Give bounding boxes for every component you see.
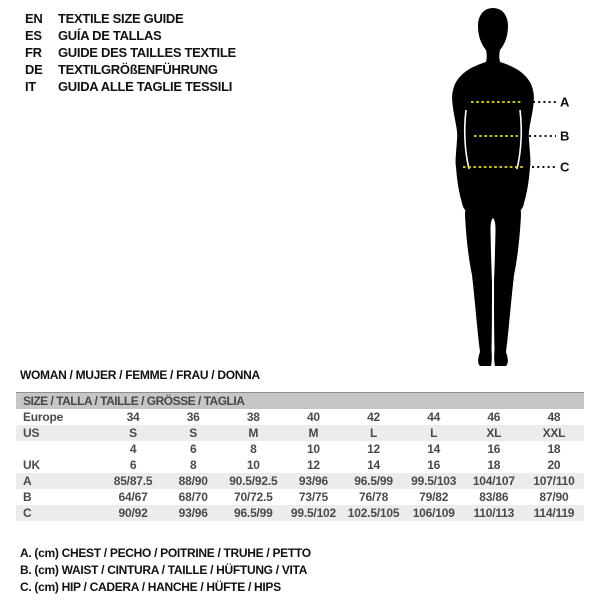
row-label: B xyxy=(23,490,32,504)
size-cell: 102.5/105 xyxy=(347,506,400,520)
size-cell: 107/110 xyxy=(533,474,575,488)
row-label: UK xyxy=(23,458,40,472)
size-cell: 36 xyxy=(186,410,200,424)
measurement-notes xyxy=(20,545,311,596)
size-cell: 83/86 xyxy=(479,490,509,504)
size-cell: XXL xyxy=(542,426,566,440)
row-label: C xyxy=(23,506,32,520)
language-label: TEXTILGRÖßENFÜHRUNG xyxy=(58,62,218,77)
language-row-fr xyxy=(25,44,236,61)
size-cell: L xyxy=(430,426,438,440)
size-cell: 6 xyxy=(129,458,137,472)
table-row-b xyxy=(16,489,584,505)
row-label: A xyxy=(23,474,32,488)
row-label xyxy=(16,441,103,457)
marker-a-label: A xyxy=(560,94,570,110)
size-cell: 48 xyxy=(547,410,561,424)
size-cell: 34 xyxy=(126,410,140,424)
language-label: TEXTILE SIZE GUIDE xyxy=(58,11,184,26)
language-code: ES xyxy=(25,28,42,43)
note-chest: A. (cm) CHEST / PECHO / POITRINE / TRUHE / PETTO xyxy=(20,546,311,560)
size-cell: 18 xyxy=(487,458,501,472)
size-cell: XL xyxy=(486,426,502,440)
size-table-body xyxy=(16,409,584,521)
size-cell: 96.5/99 xyxy=(354,474,393,488)
size-cell: 16 xyxy=(427,458,441,472)
language-row-en xyxy=(25,10,236,27)
woman-silhouette xyxy=(452,8,534,366)
language-row-de xyxy=(25,61,236,78)
size-cell: 40 xyxy=(306,410,320,424)
size-cell: 12 xyxy=(367,442,381,456)
size-cell: L xyxy=(369,426,378,440)
size-cell: S xyxy=(129,426,137,440)
size-cell: 18 xyxy=(547,442,561,456)
woman-silhouette-figure xyxy=(445,6,580,371)
size-cell: 38 xyxy=(246,410,260,424)
size-cell: 12 xyxy=(306,458,320,472)
size-cell: 114/119 xyxy=(533,506,575,520)
section-title: WOMAN / MUJER / FEMME / FRAU / DONNA xyxy=(20,368,260,382)
table-row-us xyxy=(16,425,584,441)
size-cell: 14 xyxy=(367,458,381,472)
size-cell: 6 xyxy=(189,442,197,456)
size-cell: 64/67 xyxy=(118,490,148,504)
size-cell: 99.5/103 xyxy=(411,474,457,488)
language-code: IT xyxy=(25,79,36,94)
size-cell: S xyxy=(189,426,198,440)
size-cell: 90.5/92.5 xyxy=(229,474,278,488)
marker-b-label: B xyxy=(560,128,570,144)
marker-c-label: C xyxy=(560,159,570,175)
size-cell: 42 xyxy=(367,410,381,424)
table-row-a xyxy=(16,473,584,489)
table-row-europe xyxy=(16,409,584,425)
size-cell: 14 xyxy=(427,442,441,456)
size-cell: 110/113 xyxy=(473,506,515,520)
language-label: GUIDE DES TAILLES TEXTILE xyxy=(58,45,236,60)
language-row-es xyxy=(25,27,236,44)
size-cell: 87/90 xyxy=(539,490,569,504)
language-code: DE xyxy=(25,62,43,77)
language-title-list xyxy=(25,10,236,95)
language-label: GUIDA ALLE TAGLIE TESSILI xyxy=(58,79,233,94)
size-cell: 93/96 xyxy=(298,474,328,488)
row-label: Europe xyxy=(23,410,64,424)
language-label: GUÍA DE TALLAS xyxy=(58,28,162,43)
table-row-uk xyxy=(16,457,584,473)
size-cell: 85/87.5 xyxy=(113,474,153,488)
size-cell: 104/107 xyxy=(472,474,515,488)
size-cell: 20 xyxy=(547,458,561,472)
size-cell: 88/90 xyxy=(178,474,208,488)
note-hip: C. (cm) HIP / CADERA / HANCHE / HÜFTE / HIPS xyxy=(20,580,281,594)
size-cell: 99.5/102 xyxy=(290,506,336,520)
table-row-us-number xyxy=(16,441,584,457)
size-cell: M xyxy=(248,426,259,440)
note-waist: B. (cm) WAIST / CINTURA / TAILLE / HÜFTUNG / VITA xyxy=(20,563,308,577)
size-cell: 90/92 xyxy=(118,506,148,520)
size-cell: 79/82 xyxy=(419,490,449,504)
size-cell: 106/109 xyxy=(412,506,455,520)
size-cell: 68/70 xyxy=(178,490,208,504)
language-row-it xyxy=(25,78,236,95)
table-row-c xyxy=(16,505,584,521)
size-cell: 96.5/99 xyxy=(233,506,273,520)
size-cell: 10 xyxy=(306,442,320,456)
language-code: EN xyxy=(25,11,43,26)
size-cell: 16 xyxy=(487,442,501,456)
size-table-header: SIZE / TALLA / TAILLE / GRÖSSE / TAGLIA xyxy=(16,392,584,409)
size-table xyxy=(16,392,584,521)
size-cell: 46 xyxy=(487,410,501,424)
size-cell: M xyxy=(308,426,319,440)
size-cell: 10 xyxy=(246,458,260,472)
size-cell: 76/78 xyxy=(359,490,389,504)
language-code: FR xyxy=(25,45,42,60)
size-cell: 8 xyxy=(189,458,197,472)
size-cell: 8 xyxy=(250,442,257,456)
size-cell: 4 xyxy=(129,442,137,456)
size-cell: 70/72.5 xyxy=(233,490,273,504)
size-cell: 93/96 xyxy=(178,506,208,520)
row-label: US xyxy=(23,426,40,440)
size-cell: 44 xyxy=(427,410,441,424)
size-cell: 73/75 xyxy=(298,490,328,504)
